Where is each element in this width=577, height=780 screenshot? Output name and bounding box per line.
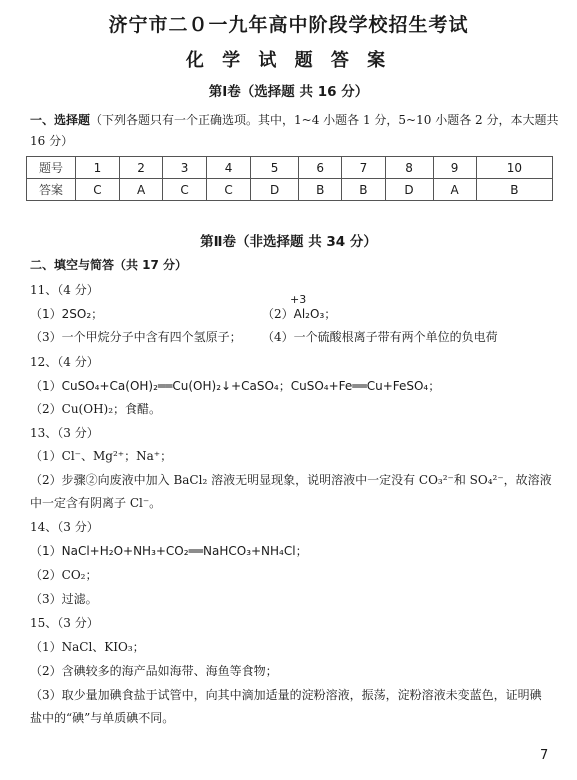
part2-title: 第Ⅱ卷（非选择题 共 34 分） bbox=[200, 234, 377, 250]
part1-title: 第Ⅰ卷（选择题 共 16 分） bbox=[208, 84, 369, 100]
answer-table bbox=[26, 156, 553, 201]
section1-label: 一、选择题 bbox=[30, 113, 91, 127]
q11-answer-4: （4）一个硫酸根离子带有两个单位的负电荷 bbox=[262, 330, 498, 344]
table-cell: C bbox=[207, 179, 251, 201]
q13-answer-2: （2）步骤②向废液中加入 BaCl₂ 溶液无明显现象，说明溶液中一定没有 CO₃²⁻和 SO₄²⁻，故溶液 bbox=[30, 473, 552, 487]
table-header-answer: 答案 bbox=[27, 179, 76, 201]
q15-answer-3: （3）取少量加碘食盐于试管中，向其中滴加适量的淀粉溶液，振荡，淀粉溶液未变蓝色，证明碘 bbox=[30, 688, 542, 702]
table-cell: 7 bbox=[342, 157, 385, 179]
table-cell: C bbox=[163, 179, 207, 201]
q15-answer-2: （2）含碘较多的海产品如海带、海鱼等食物； bbox=[30, 664, 278, 678]
table-header-number: 题号 bbox=[27, 157, 76, 179]
table-cell: 4 bbox=[207, 157, 251, 179]
table-cell: 1 bbox=[76, 157, 120, 179]
section1-heading bbox=[30, 112, 558, 128]
table-cell: D bbox=[251, 179, 299, 201]
q12-label: 12、（4 分） bbox=[30, 355, 99, 369]
q15-answer-3-cont: 盐中的“碘”与单质碘不同。 bbox=[30, 711, 175, 725]
q14-answer-2: （2）CO₂； bbox=[30, 568, 98, 582]
section2-title: 二、填空与简答（共 17 分） bbox=[30, 258, 188, 272]
page-number: 7 bbox=[540, 748, 549, 763]
q13-label: 13、（3 分） bbox=[30, 426, 99, 440]
table-cell: B bbox=[342, 179, 385, 201]
table-cell: 5 bbox=[251, 157, 299, 179]
section1-note-cont: 16 分） bbox=[30, 134, 74, 148]
table-cell: 8 bbox=[385, 157, 433, 179]
table-cell: B bbox=[299, 179, 342, 201]
q11-charge-label: +3 bbox=[290, 293, 307, 306]
q11-answer-2-formula: Al₂O₃； bbox=[293, 307, 337, 321]
page-title: 济宁市二０一九年高中阶段学校招生考试 bbox=[108, 14, 469, 36]
table-cell: 2 bbox=[119, 157, 162, 179]
q11-answer-3: （3）一个甲烷分子中含有四个氢原子； bbox=[30, 330, 242, 344]
q12-answer-1: （1）CuSO₄+Ca(OH)₂══Cu(OH)₂↓+CaSO₄；CuSO₄+Fe══Cu+FeSO₄； bbox=[30, 379, 441, 393]
table-cell: 10 bbox=[476, 157, 552, 179]
table-cell: 9 bbox=[433, 157, 476, 179]
table-cell: A bbox=[119, 179, 162, 201]
page-subtitle: 化 学 试 题 答 案 bbox=[185, 50, 392, 71]
table-cell: 3 bbox=[163, 157, 207, 179]
q14-answer-3: （3）过滤。 bbox=[30, 592, 98, 606]
table-cell: D bbox=[385, 179, 433, 201]
table-cell: B bbox=[476, 179, 552, 201]
q15-label: 15、（3 分） bbox=[30, 616, 99, 630]
table-cell: 6 bbox=[299, 157, 342, 179]
table-row-numbers bbox=[27, 157, 553, 179]
table-cell: C bbox=[76, 179, 120, 201]
q13-answer-1: （1）Cl⁻、Mg²⁺；Na⁺； bbox=[30, 449, 173, 463]
q13-answer-2-cont: 中一定含有阴离子 Cl⁻。 bbox=[30, 496, 162, 510]
q11-answer-2 bbox=[262, 306, 336, 322]
q14-answer-1: （1）NaCl+H₂O+NH₃+CO₂══NaHCO₃+NH₄Cl； bbox=[30, 544, 308, 558]
q11-label: 11、（4 分） bbox=[30, 283, 99, 297]
q15-answer-1: （1）NaCl、KIO₃； bbox=[30, 640, 145, 654]
table-row-answers bbox=[27, 179, 553, 201]
section1-note: （下列各题只有一个正确选项。其中，1~4 小题各 1 分，5~10 小题各 2 分，本大题共 bbox=[90, 113, 559, 127]
q11-answer-2-prefix: （2） bbox=[262, 307, 294, 321]
table-cell: A bbox=[433, 179, 476, 201]
q14-label: 14、（3 分） bbox=[30, 520, 99, 534]
q12-answer-2: （2）Cu(OH)₂；食醋。 bbox=[30, 402, 162, 416]
q11-answer-1: （1）2SO₂； bbox=[30, 307, 104, 321]
